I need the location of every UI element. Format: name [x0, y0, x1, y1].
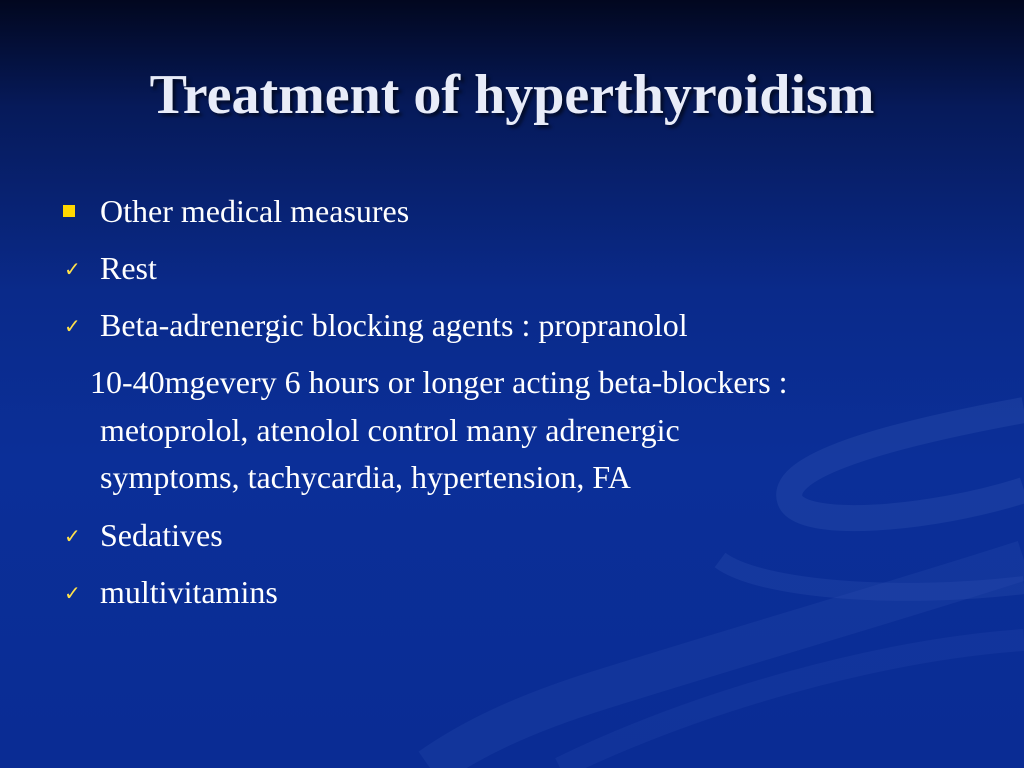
square-bullet-icon	[63, 205, 75, 217]
list-item-text: Rest	[100, 250, 157, 286]
checkmark-icon: ✓	[64, 524, 81, 548]
list-item-text: Beta-adrenergic blocking agents : propranolol	[100, 307, 688, 343]
checkmark-icon: ✓	[64, 257, 81, 281]
slide-title: Treatment of hyperthyroidism	[149, 64, 875, 126]
checkmark-icon: ✓	[64, 314, 81, 338]
list-item-text: multivitamins	[100, 574, 278, 610]
list-item-text: Sedatives	[100, 517, 223, 553]
checkmark-icon: ✓	[64, 581, 81, 605]
paragraph-line: metoprolol, atenolol control many adrenergic	[100, 412, 680, 448]
paragraph-line: 10-40mgevery 6 hours or longer acting beta-blockers :	[82, 364, 788, 400]
list-item-text: Other medical measures	[100, 193, 410, 229]
paragraph-line: symptoms, tachycardia, hypertension, FA	[100, 459, 631, 495]
